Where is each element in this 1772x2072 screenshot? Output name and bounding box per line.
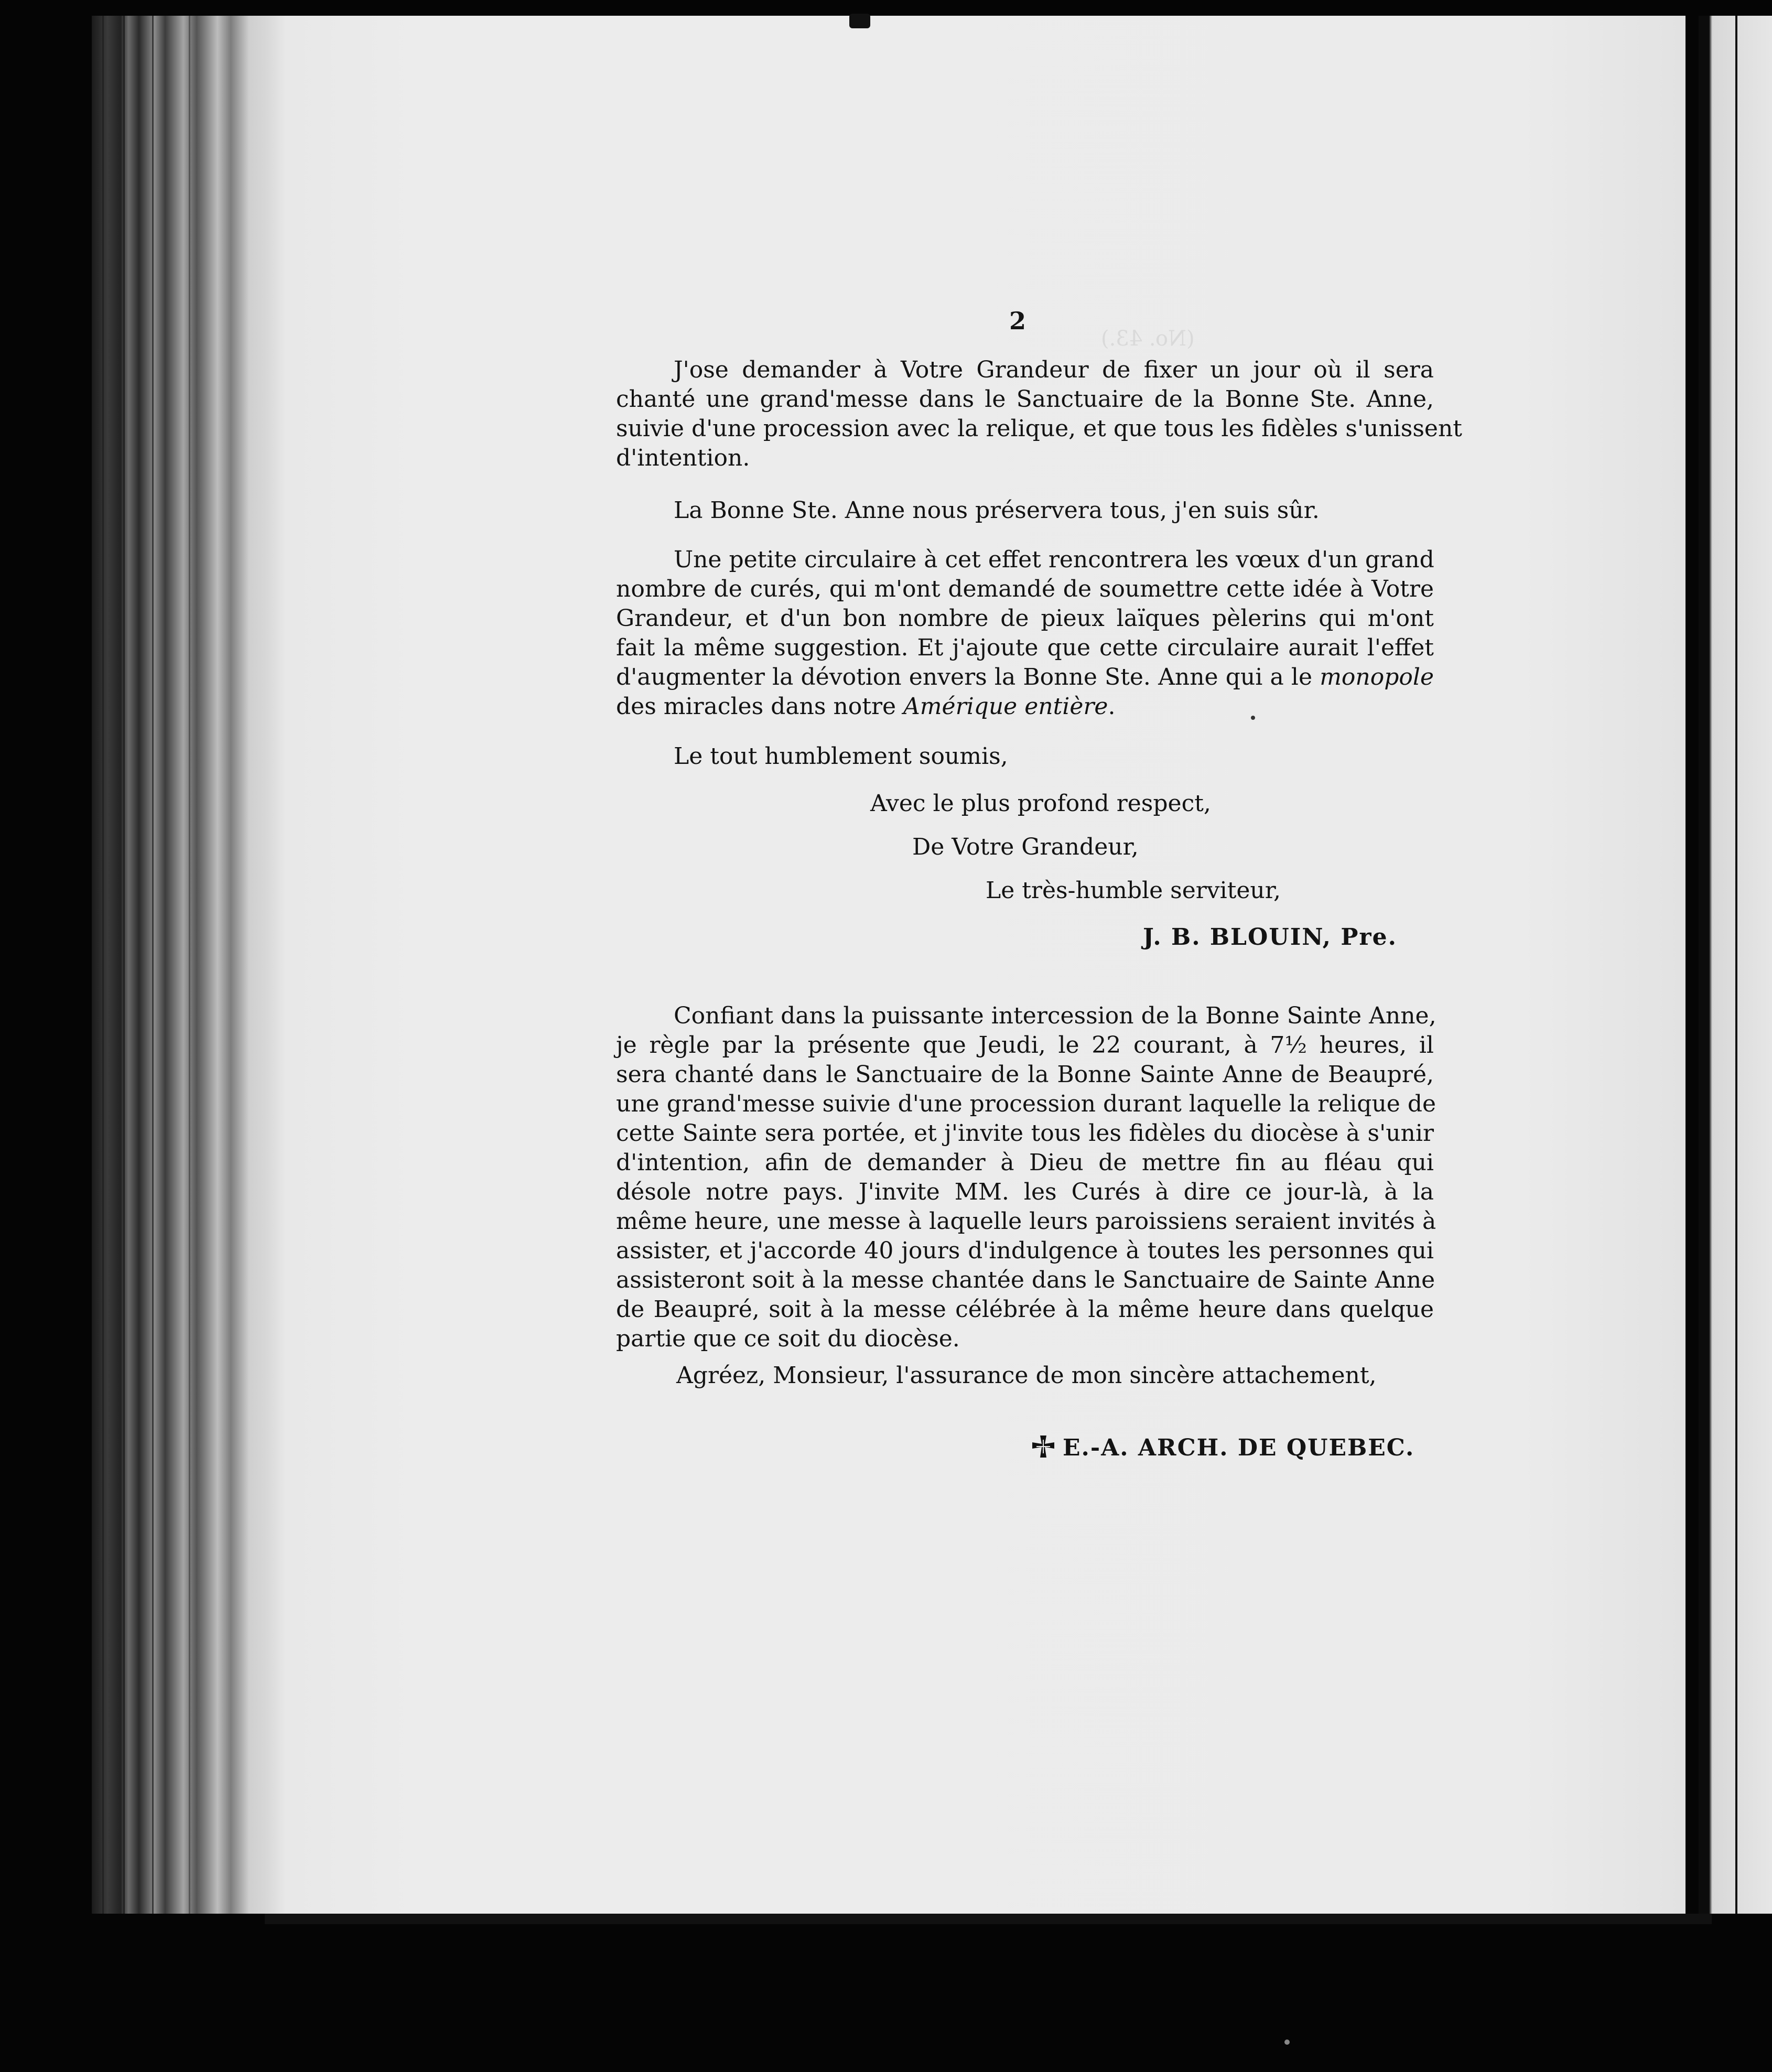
- signature-archbishop: [1030, 1433, 1414, 1463]
- text-line: suivie d'une procession avec la relique, et que tous les fidèles s'unissent: [616, 415, 1462, 442]
- text-line: des miracles dans notre Amérique entière.: [616, 693, 1116, 720]
- closing-line: Le très-humble serviteur,: [986, 877, 1281, 904]
- signature-blouin: J. B. BLOUIN, Pre.: [1143, 924, 1397, 951]
- text-line: chanté une grand'messe dans le Sanctuaire de la Bonne Ste. Anne,: [616, 386, 1434, 413]
- bleed-through: (No. 43.): [1101, 327, 1195, 351]
- page-bottom-shadow: [265, 1914, 1712, 1924]
- text-line: sera chanté dans le Sanctuaire de la Bonne Sainte Anne de Beaupré,: [616, 1061, 1434, 1088]
- page-edge-line: [189, 16, 190, 1914]
- book-page-edges: [92, 16, 270, 1914]
- text-line: même heure, une messe à laquelle leurs paroissiens seraient invités à: [616, 1208, 1436, 1235]
- paragraph-1: [616, 355, 1462, 473]
- text-line: cette Sainte sera portée, et j'invite tous les fidèles du diocèse à s'unir: [616, 1120, 1434, 1147]
- binding-mark: [849, 14, 870, 28]
- text-line: d'augmenter la dévotion envers la Bonne Ste. Anne qui a le monopole: [616, 664, 1434, 690]
- document-page: [265, 16, 1685, 1914]
- closing-line: De Votre Grandeur,: [912, 834, 1139, 860]
- text-line: partie que ce soit du diocèse.: [616, 1325, 960, 1352]
- paragraph-6: Agréez, Monsieur, l'assurance de mon sincère attachement,: [676, 1362, 1377, 1389]
- page-edge-line: [102, 16, 104, 1914]
- text-line: J'ose demander à Votre Grandeur de fixer un jour où il sera: [674, 357, 1434, 383]
- text-line: désole notre pays. J'invite MM. les Curés à dire ce jour-là, à la: [616, 1179, 1434, 1205]
- text-line: Confiant dans la puissante intercession de la Bonne Sainte Anne,: [674, 1002, 1436, 1029]
- page-number: 2: [1009, 307, 1027, 335]
- text-line: d'intention.: [616, 445, 750, 471]
- signature-text: E.-A. ARCH. DE QUEBEC.: [1063, 1434, 1415, 1461]
- text-line: Une petite circulaire à cet effet rencontrera les vœux d'un grand: [674, 546, 1434, 573]
- paragraph-5: [616, 1001, 1434, 1354]
- speck: [1284, 2039, 1290, 2045]
- cross-pattee-icon: [1030, 1433, 1056, 1460]
- adjacent-page-edge: [1735, 16, 1737, 1914]
- text-line: Grandeur, et d'un bon nombre de pieux laïques pèlerins qui m'ont: [616, 605, 1434, 632]
- paragraph-2: [616, 496, 1434, 525]
- speck: [1251, 716, 1255, 720]
- text-line: je règle par la présente que Jeudi, le 22 courant, à 7½ heures, il: [616, 1032, 1434, 1059]
- text-line: d'intention, afin de demander à Dieu de mettre fin au fléau qui: [616, 1149, 1434, 1176]
- closing-line: Avec le plus profond respect,: [870, 790, 1211, 817]
- text-line: La Bonne Ste. Anne nous préservera tous, j'en suis sûr.: [674, 497, 1320, 524]
- text-line: fait la même suggestion. Et j'ajoute que cette circulaire aurait l'effet: [616, 634, 1434, 661]
- page-edge-line: [123, 16, 125, 1914]
- text-line: une grand'messe suivie d'une procession durant laquelle la relique de: [616, 1091, 1436, 1117]
- text-line: de Beaupré, soit à la messe célébrée à la même heure dans quelque: [616, 1296, 1434, 1323]
- text-line: nombre de curés, qui m'ont demandé de soumettre cette idée à Votre: [616, 576, 1434, 602]
- text-line: Le tout humblement soumis,: [674, 743, 1008, 770]
- text-line: assister, et j'accorde 40 jours d'indulgence à toutes les personnes qui: [616, 1237, 1434, 1264]
- text-line: assisteront soit à la messe chantée dans le Sanctuaire de Sainte Anne: [616, 1267, 1435, 1293]
- page-edge-line: [152, 16, 154, 1914]
- paragraph-4: [616, 742, 1434, 771]
- paragraph-3: [616, 545, 1434, 721]
